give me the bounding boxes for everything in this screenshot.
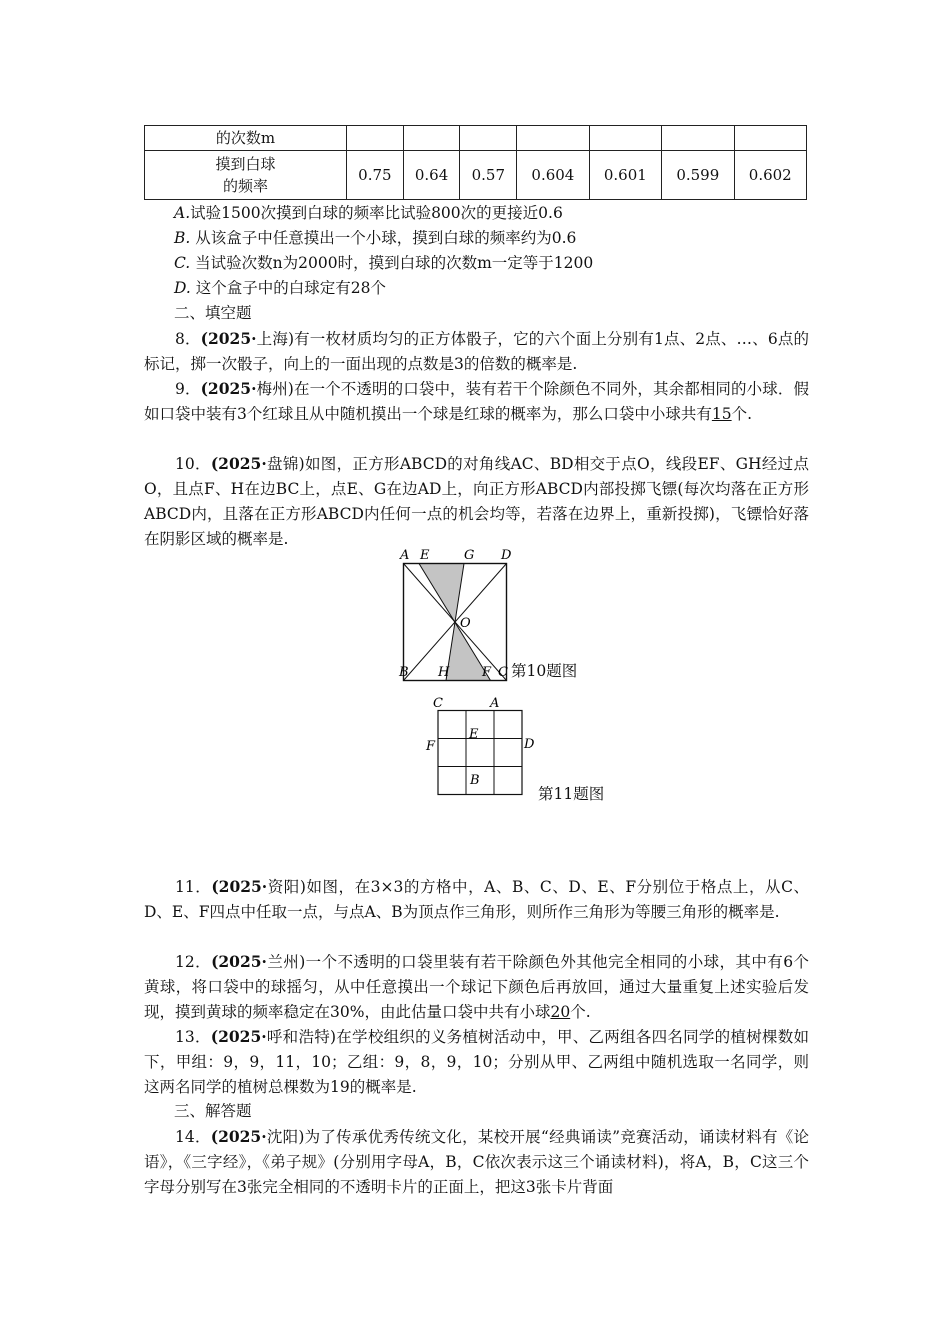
label-c: C — [498, 665, 508, 680]
table-cell: 0.604 — [517, 151, 589, 200]
table-cell — [662, 126, 734, 151]
question-11: 11．(2025·资阳)如图，在3×3的方格中，A、B、C、D、E、F分别位于格点上，从C、D、E、F四点中任取一点，与点A、B为顶点作三角形，则所作三角形为等腰三角形的概率是. — [144, 877, 809, 921]
label-b: B — [399, 665, 409, 680]
frequency-table — [144, 125, 807, 200]
question-13: 13．(2025·呼和浩特)在学校组织的义务植树活动中，甲、乙两组各四名同学的植树棵数如下，甲组：9，9，11，10；乙组：9，8，9，10；分别从甲、乙两组中随机选取一名同学，则这两名同学的植树总棵数为19的概率是. — [144, 1027, 809, 1096]
figure-11-caption: 第11题图 — [538, 785, 605, 803]
label-a: A — [400, 548, 410, 563]
table-cell — [403, 126, 460, 151]
label-d: D — [501, 548, 512, 563]
grid-border — [438, 711, 522, 795]
label-o: O — [460, 616, 471, 631]
section-fill-in: 二、填空题 — [174, 304, 252, 322]
table-cell: 0.601 — [589, 151, 661, 200]
figure-11-grid — [422, 694, 542, 804]
table-row — [145, 126, 807, 151]
table-cell — [145, 151, 347, 200]
figure-10-square — [395, 545, 525, 685]
label-g: G — [464, 548, 475, 563]
table-cell — [347, 126, 404, 151]
label-a: A — [490, 696, 500, 711]
label-f: F — [426, 739, 436, 754]
label-f: F — [482, 665, 492, 680]
table-cell: 0.57 — [460, 151, 517, 200]
table-cell — [460, 126, 517, 151]
answer-blank: 15 — [711, 405, 732, 423]
label-b: B — [470, 773, 480, 788]
table-cell: 0.599 — [662, 151, 734, 200]
label-e: E — [469, 727, 479, 742]
row-label-line: 摸到白球 — [215, 155, 276, 173]
table-row — [145, 151, 807, 200]
section-solutions: 三、解答题 — [174, 1102, 252, 1120]
option-c: C. 当试验次数n为2000时，摸到白球的次数m一定等于1200 — [174, 254, 594, 272]
question-9: 9．(2025·梅州)在一个不透明的口袋中，装有若干个除颜色不同外，其余都相同的小球．假如口袋中装有3个红球且从中随机摸出一个球是红球的概率为，那么口袋中小球共有15个. — [144, 379, 809, 423]
row-label-line: 的频率 — [222, 177, 268, 195]
figure-10-caption: 第10题图 — [511, 662, 578, 680]
option-a: A.试验1500次摸到白球的频率比试验800次的更接近0.6 — [174, 204, 563, 222]
question-10: 10．(2025·盘锦)如图，正方形ABCD的对角线AC、BD相交于点O，线段EF、GH经过点O，且点F、H在边BC上，点E、G在边AD上，向正方形ABCD内部投掷飞镖(每次均落在正方形ABCD内，且落在正方形ABCD内任何一点的机会均等，若落在边界上，重新投掷)，飞镖恰好落在阴影区域的概率是. — [144, 454, 809, 548]
label-e: E — [420, 548, 430, 563]
table-cell: 0.75 — [347, 151, 404, 200]
table-cell: 的次数m — [145, 126, 347, 151]
option-b: B. 从该盒子中任意摸出一个小球，摸到白球的频率约为0.6 — [174, 229, 577, 247]
table-cell — [589, 126, 661, 151]
option-d: D. 这个盒子中的白球定有28个 — [174, 279, 386, 297]
question-14: 14．(2025·沈阳)为了传承优秀传统文化，某校开展“经典诵读”竞赛活动，诵读材料有《论语》，《三字经》，《弟子规》(分别用字母A，B，C依次表示这三个诵读材料)，将A，B，C这三个字母分别写在3张完全相同的不透明卡片的正面上，把这3张卡片背面 — [144, 1127, 810, 1196]
label-d: D — [524, 737, 535, 752]
table-cell — [517, 126, 589, 151]
label-h: H — [438, 665, 450, 680]
table-cell: 0.64 — [403, 151, 460, 200]
table-cell: 0.602 — [734, 151, 806, 200]
table-cell — [734, 126, 806, 151]
label-c: C — [433, 696, 443, 711]
question-12: 12．(2025·兰州)一个不透明的口袋里装有若干除颜色外其他完全相同的小球，其中有6个黄球，将口袋中的球摇匀，从中任意摸出一个球记下颜色后再放回，通过大量重复上述实验后发现，摸到黄球的频率稳定在30%，由此估量口袋中共有小球20个. — [144, 952, 809, 1021]
answer-blank: 20 — [550, 1003, 571, 1021]
question-8: 8．(2025·上海)有一枚材质均匀的正方体骰子，它的六个面上分别有1点、2点、…、6点的标记，掷一次骰子，向上的一面出现的点数是3的倍数的概率是. — [144, 329, 809, 373]
